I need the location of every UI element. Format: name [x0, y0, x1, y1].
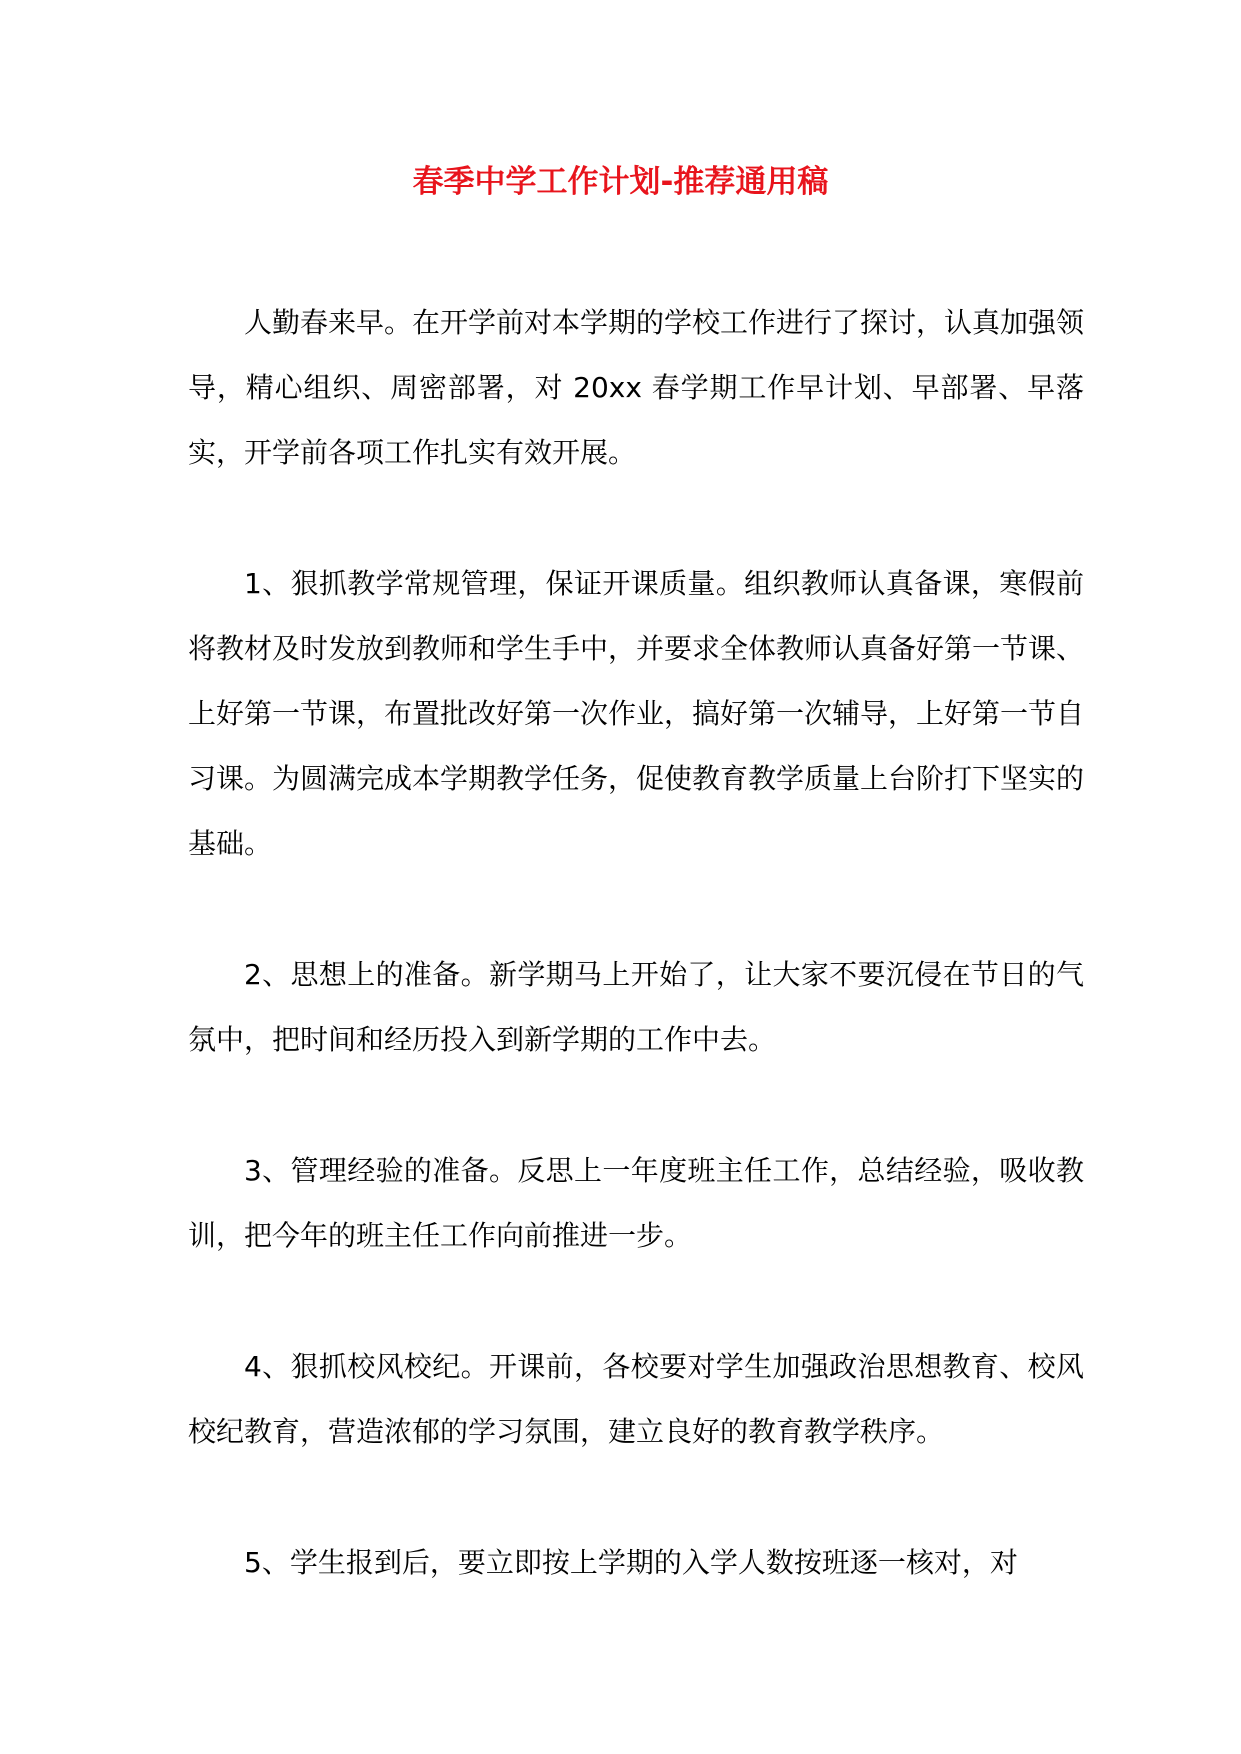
paragraph-item-5: 5、学生报到后，要立即按上学期的入学人数按班逐一核对，对 [244, 1546, 1018, 1579]
paragraph-intro: 人勤春来早。在开学前对本学期的学校工作进行了探讨，认真加强领导，精心组织、周密部署，对 20xx 春学期工作早计划、早部署、早落实，开学前各项工作扎实有效开展。 [188, 306, 1085, 469]
paragraph-item-3: 3、管理经验的准备。反思上一年度班主任工作，总结经验，吸收教训，把今年的班主任工作向前推进一步。 [188, 1154, 1084, 1252]
document-body [188, 290, 1084, 1661]
document-title: 春季中学工作计划-推荐通用稿 [412, 164, 829, 200]
paragraph-item-2: 2、思想上的准备。新学期马上开始了，让大家不要沉侵在节日的气氛中，把时间和经历投入到新学期的工作中去。 [188, 958, 1084, 1056]
paragraph-item-4: 4、狠抓校风校纪。开课前，各校要对学生加强政治思想教育、校风校纪教育，营造浓郁的学习氛围，建立良好的教育教学秩序。 [188, 1350, 1084, 1448]
paragraph-item-1: 1、狠抓教学常规管理，保证开课质量。组织教师认真备课，寒假前将教材及时发放到教师和学生手中，并要求全体教师认真备好第一节课、上好第一节课，布置批改好第一次作业，搞好第一次辅导，上好第一节自习课。为圆满完成本学期教学任务，促使教育教学质量上台阶打下坚实的基础。 [188, 567, 1085, 860]
